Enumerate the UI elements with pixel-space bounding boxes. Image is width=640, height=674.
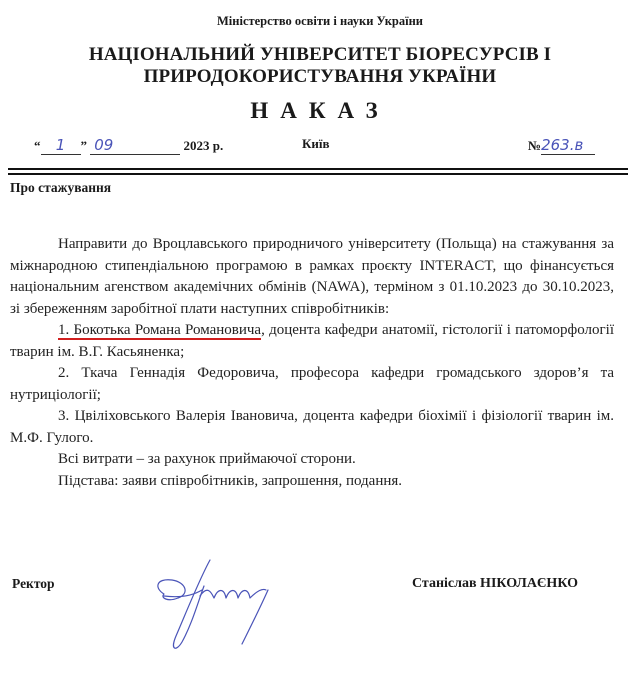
university-name <box>0 44 640 88</box>
number-blank <box>541 136 595 155</box>
header-divider-top <box>8 168 628 170</box>
open-quote: “ <box>34 138 41 153</box>
highlighted-employee-name: 1. Бокотька Романа Романовича <box>58 322 262 338</box>
employee-item-1 <box>10 320 614 363</box>
employee-item-2: 2. Ткача Геннадія Федоровича, професора кафедри громадського здоров’я та нутриціології; <box>10 365 614 403</box>
order-body <box>10 234 614 492</box>
document-type-title: НАКАЗ <box>250 98 390 123</box>
intro-paragraph: Направити до Вроцлавського природничого університету (Польща) на стажування за міжнародною стипендіальною програмою в рамках проєкту INTERACT, що фінансується національним агенством академічних обмінів (NAWA), терміном з 01.10.2023 до 30.10.2023, зі збереженням заробітної плати наступних співробітників: <box>10 236 614 317</box>
close-quote: ” <box>80 138 87 153</box>
day-blank <box>41 136 81 155</box>
signer-title: Ректор <box>12 576 55 591</box>
signature-icon <box>150 558 340 658</box>
order-number-field <box>528 136 595 155</box>
header-divider-bottom <box>8 173 628 175</box>
handwritten-month: 09 <box>94 136 114 154</box>
signer-name: Станіслав НІКОЛАЄНКО <box>412 576 579 591</box>
employee-item-3: 3. Цвіліховського Валерія Івановича, доцента кафедри біохімії і фізіології тварин ім. М.Ф. Гулого. <box>10 408 614 446</box>
date-field <box>34 136 223 155</box>
handwritten-day: 1 <box>55 136 66 154</box>
month-blank <box>90 136 180 155</box>
year-text: 2023 р. <box>183 138 224 153</box>
number-sign: № <box>528 138 542 153</box>
expenses-paragraph: Всі витрати – за рахунок приймаючої сторони. <box>58 451 356 467</box>
university-name-line2: ПРИРОДОКОРИСТУВАННЯ УКРАЇНИ <box>143 66 497 87</box>
order-subject: Про стажування <box>10 180 112 195</box>
handwritten-signature <box>150 558 340 663</box>
ministry-name: Міністерство освіти і науки України <box>217 14 423 28</box>
handwritten-order-number: 263.в <box>541 136 584 154</box>
city: Київ <box>302 136 330 151</box>
basis-paragraph: Підстава: заяви співробітників, запрошення, подання. <box>58 472 403 489</box>
employee-item-1-details: , доцента кафедри анатомії, гістології і патоморфології тварин ім. В.Г. Касьяненка; <box>10 322 614 360</box>
university-name-line1: НАЦІОНАЛЬНИЙ УНІВЕРСИТЕТ БІОРЕСУРСІВ І <box>88 44 552 65</box>
